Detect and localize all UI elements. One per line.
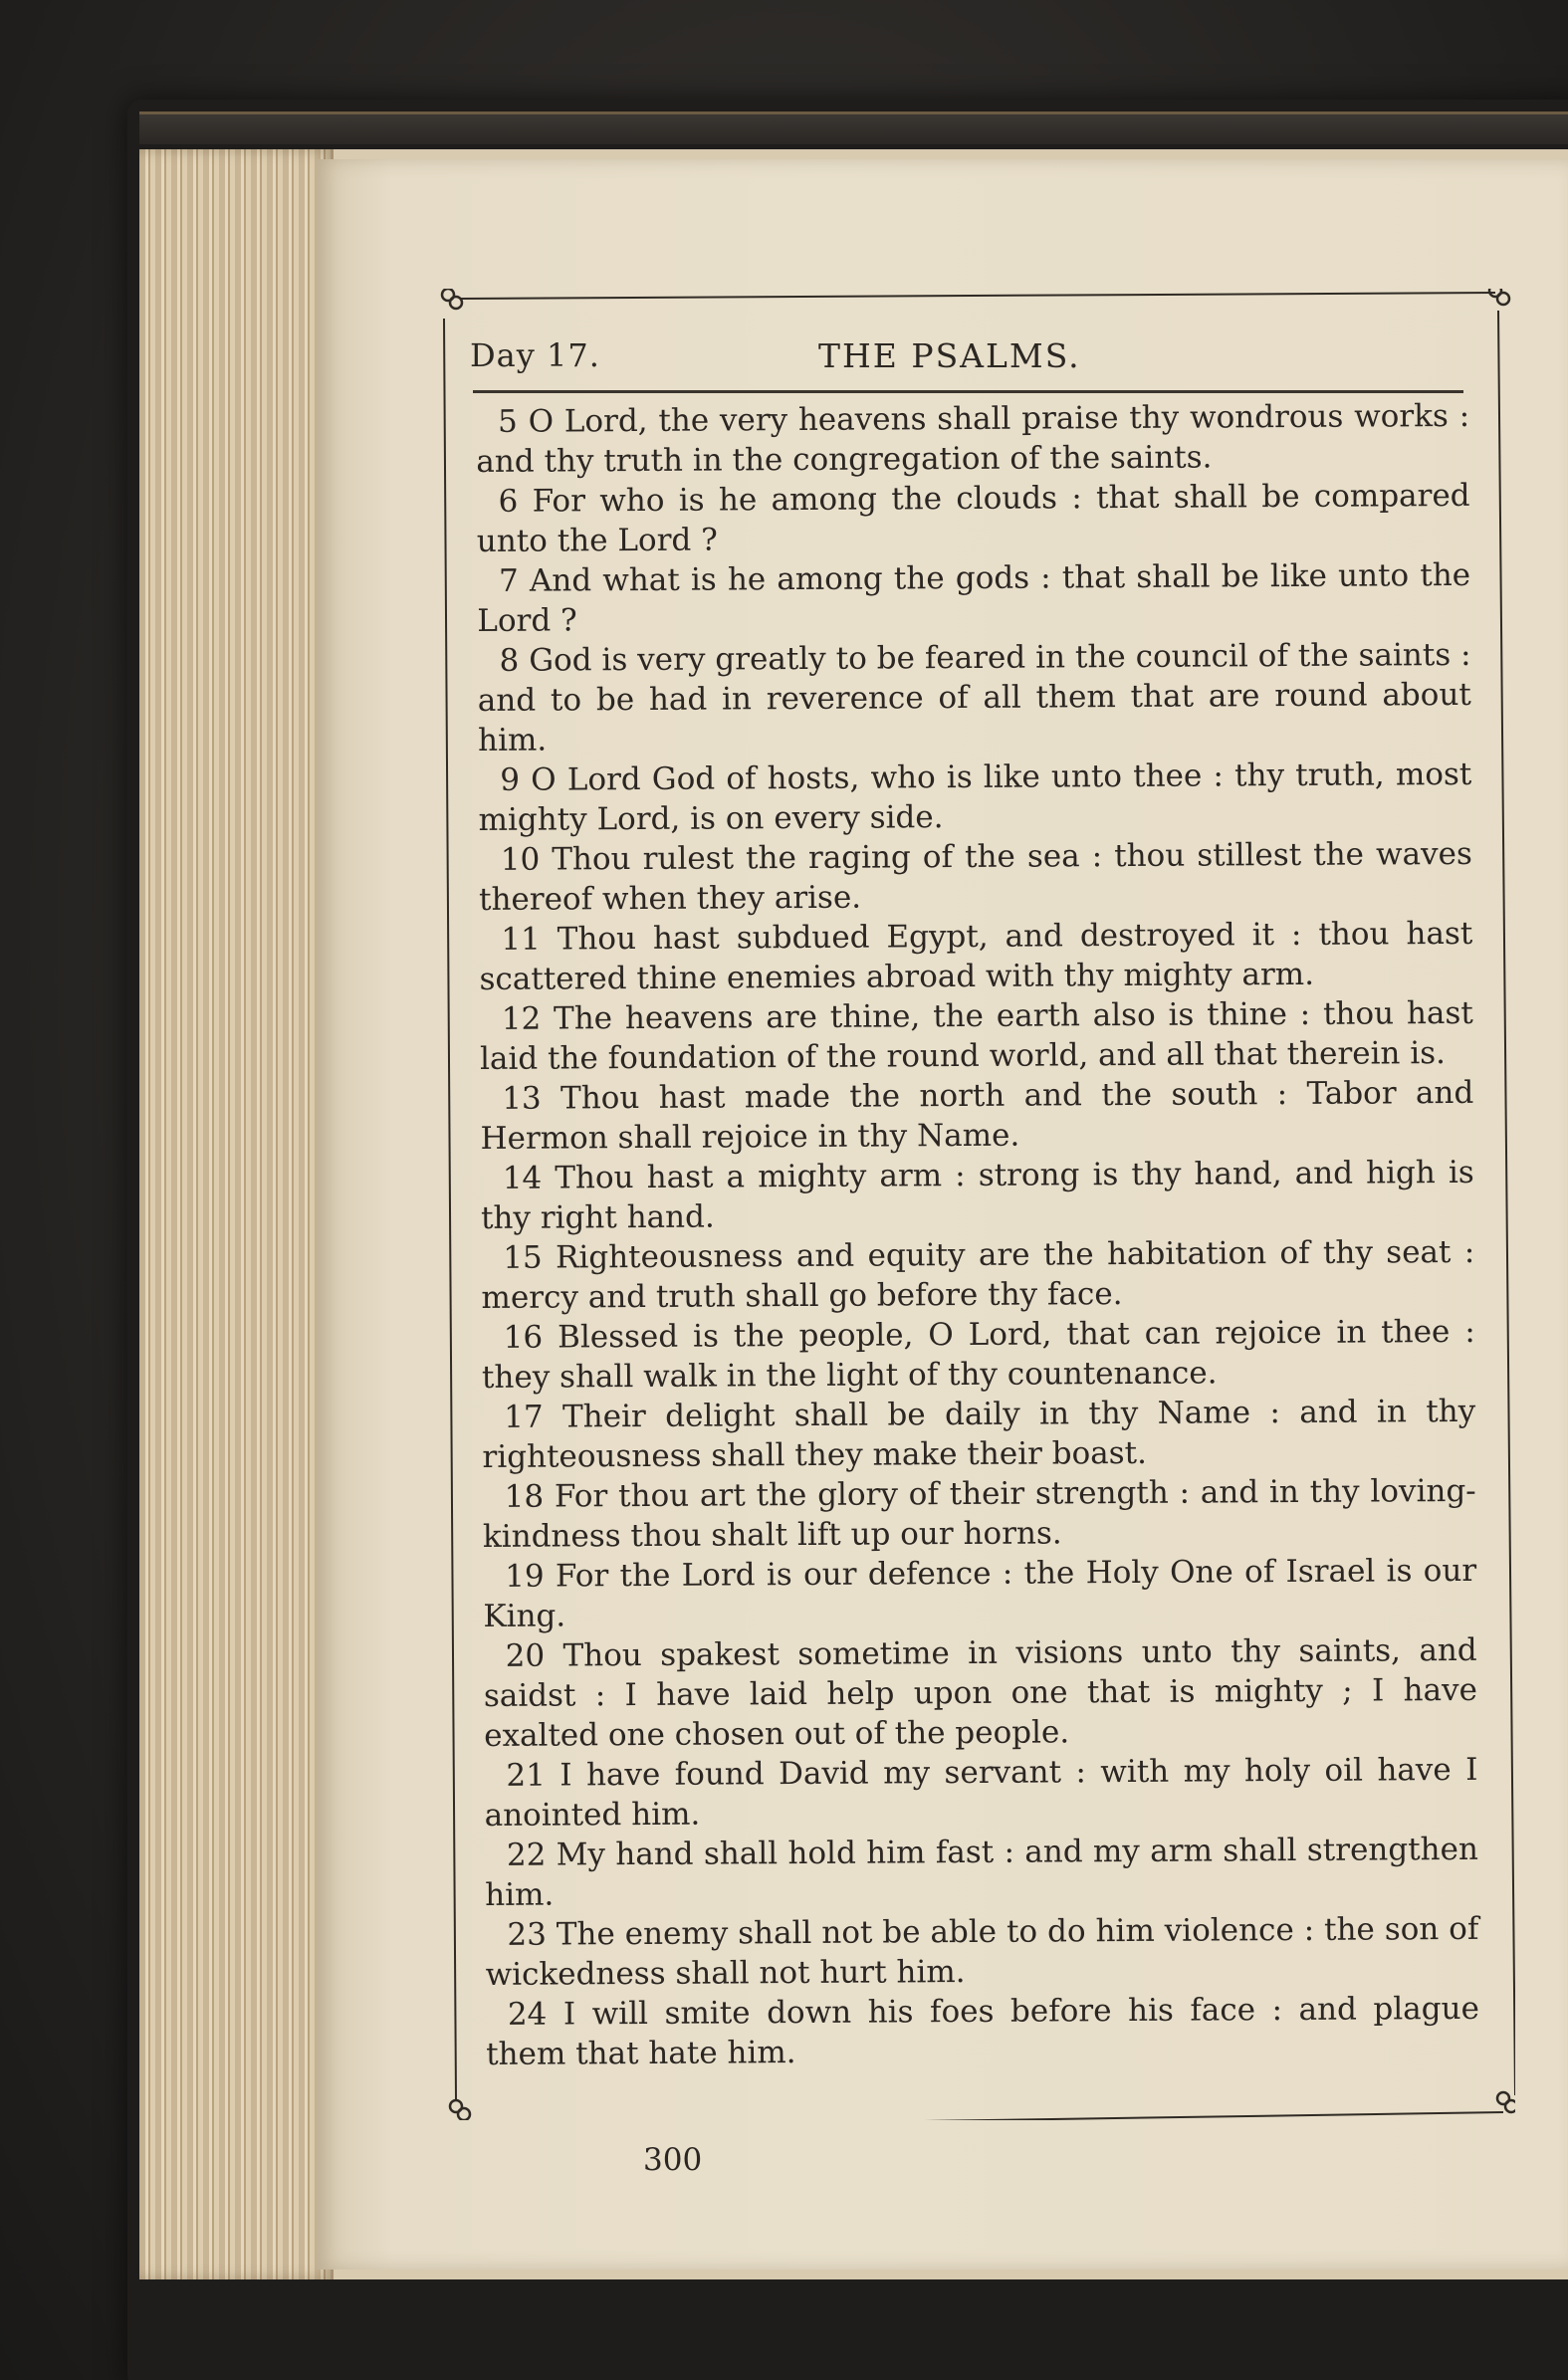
running-title: THE PSALMS. xyxy=(818,336,1081,375)
verse: 11 Thou hast subdued Egypt, and destroyed it : thou hast scattered thine enemies abroad with thy mighty arm. xyxy=(479,915,1473,997)
cover-edge xyxy=(139,111,1568,144)
running-header xyxy=(468,336,1463,386)
header-rule xyxy=(473,390,1463,393)
psalm-text xyxy=(476,396,1479,2074)
verse: 14 Thou hast a mighty arm : strong is thy hand, and high is thy right hand. xyxy=(480,1154,1474,1236)
verse: 6 For who is he among the clouds : that shall be compared unto the Lord ? xyxy=(476,477,1470,559)
corner-ornament-bottom-right xyxy=(1497,2092,1515,2112)
verse: 18 For thou art the glory of their strength : and in thy loving-kindness thou shalt lift up our horns. xyxy=(482,1472,1476,1555)
verse: 19 For the Lord is our defence : the Holy One of Israel is our King. xyxy=(483,1552,1477,1634)
verse: 22 My hand shall hold him fast : and my arm shall strengthen him. xyxy=(485,1831,1479,1913)
page-edges xyxy=(139,149,334,2279)
verse: 12 The heavens are thine, the earth also is thine : thou hast laid the foundation of the round world, and all that therein is. xyxy=(479,994,1473,1077)
verse: 16 Blessed is the people, O Lord, that can rejoice in thee : they shall walk in the light of thy countenance. xyxy=(481,1313,1475,1396)
verse: 5 O Lord, the very heavens shall praise thy wondrous works : and thy truth in the congregation of the saints. xyxy=(476,397,1470,480)
verse: 24 I will smite down his foes before his face : and plague them that hate him. xyxy=(486,1990,1479,2072)
page-number: 300 xyxy=(643,2142,703,2178)
verse: 21 I have found David my servant : with my holy oil have I anointed him. xyxy=(484,1751,1478,1834)
verse: 7 And what is he among the gods : that shall be like unto the Lord ? xyxy=(477,556,1471,639)
corner-ornament-bottom-left xyxy=(450,2100,470,2120)
day-label: Day 17. xyxy=(470,336,600,374)
verse: 15 Righteousness and equity are the habitation of thy seat : mercy and truth shall go before thy face. xyxy=(481,1233,1475,1316)
verse: 13 Thou hast made the north and the south : Tabor and Hermon shall rejoice in thy Name. xyxy=(480,1074,1474,1157)
verse: 10 Thou rulest the raging of the sea : thou stillest the waves thereof when they arise. xyxy=(478,835,1472,918)
verse: 23 The enemy shall not be able to do him violence : the son of wickedness shall not hurt him. xyxy=(485,1910,1479,1993)
verse: 20 Thou spakest sometime in visions unto thy saints, and saidst : I have laid help upon one that is mighty ; I have exalted one chosen out of the people. xyxy=(483,1631,1478,1754)
verse: 9 O Lord God of hosts, who is like unto thee : thy truth, most mighty Lord, is on every side. xyxy=(478,756,1472,838)
verse: 8 God is very greatly to be feared in the council of the saints : and to be had in reverence of all them that are round about him. xyxy=(477,636,1471,758)
verse: 17 Their delight shall be daily in thy Name : and in thy righteousness shall they make their boast. xyxy=(482,1393,1476,1475)
